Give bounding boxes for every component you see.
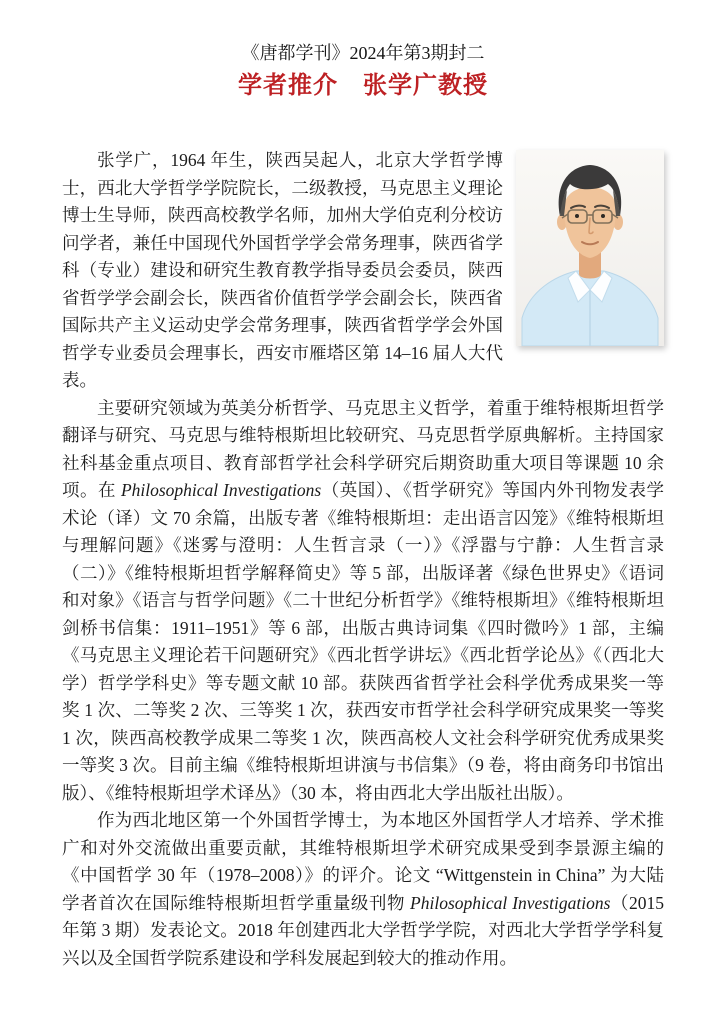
text-run: 张学广，1964 年生，陕西吴起人，北京大学哲学博士，西北大学哲学学院院长，二级教授，马克思主义理论博士生导师，陕西高校教学名师，加州大学伯克利分校访问学者，兼任中国现代外国哲学学会常务理事，陕西省学科（专业）建设和研究生教育教学指导委员会委员，陕西省哲学学会副会长，陕西省价值哲学学会副会长，陕西省国际共产主义运动史学会常务理事，陕西省哲学学会外国哲学专业委员会理事长，西安市雁塔区第 14–16 届人大代表。 [62, 150, 503, 390]
journal-issue-line: 《唐都学刊》2024年第3期封二 [241, 43, 485, 63]
text-run: （2015 年第 3 期）发表论文。2018 年创建西北大学哲学学院，对西北大学哲学学科复兴以及全国哲学院系建设和学科发展起到较大的推动作用。 [62, 892, 665, 968]
portrait-illustration [516, 150, 664, 346]
paragraph [62, 807, 664, 972]
professor-photo [516, 150, 664, 346]
page-title: 学者推介 张学广教授 [238, 73, 488, 99]
text-run: 作为西北地区第一个外国哲学博士，为本地区外国哲学人才培养、学术推广和对外交流做出重要贡献，其维特根斯坦学术研究成果受到李景源主编的《中国哲学 30 年（1978–2008）》的评介。论文 “Wittgenstein in China” 为大陆学者首次在国际维特根斯坦哲学重量级刊物 [62, 810, 664, 913]
italic-journal-name: Philosophical Investigations [410, 892, 611, 913]
text-run: 主要研究领域为英美分析哲学、马克思主义哲学，着重于维特根斯坦哲学翻译与研究、马克思与维特根斯坦比较研究、马克思哲学原典解析。主持国家社科基金重点项目、教育部哲学社会科学研究后期资助重大项目等课题 10 余项。在 [62, 397, 664, 500]
text-run: （英国）、《哲学研究》等国内外刊物发表学术论（译）文 70 余篇，出版专著《维特根斯坦：走出语言囚笼》《维特根斯坦与理解问题》《迷雾与澄明：人生哲言录（一）》《浮嚣与宁静：人生哲言录（二）》《维特根斯坦哲学解释简史》等 5 部，出版译著《绿色世界史》《语词和对象》《语言与哲学问题》《二十世纪分析哲学》《维特根斯坦》《维特根斯坦剑桥书信集：1911–1951》等 6 部，出版古典诗词集《四时微吟》1 部，主编《马克思主义理论若干问题研究》《西北哲学讲坛》《西北哲学论丛》《（西北大学）哲学学科史》等专题文献 10 部。获陕西省哲学社会科学优秀成果奖一等奖 1 次、二等奖 2 次、三等奖 1 次，获西安市哲学社会科学研究成果奖一等奖 1 次，陕西高校教学成果二等奖 1 次，陕西高校人文社会科学研究优秀成果奖一等奖 3 次。目前主编《维特根斯坦讲演与书信集》（9 卷，将由商务印书馆出版）、《维特根斯坦学术译丛》（30 本，将由西北大学出版社出版）。 [62, 480, 665, 803]
italic-journal-name: Philosophical Investigations [120, 480, 322, 500]
article-body [62, 147, 664, 972]
paragraph [62, 395, 664, 808]
